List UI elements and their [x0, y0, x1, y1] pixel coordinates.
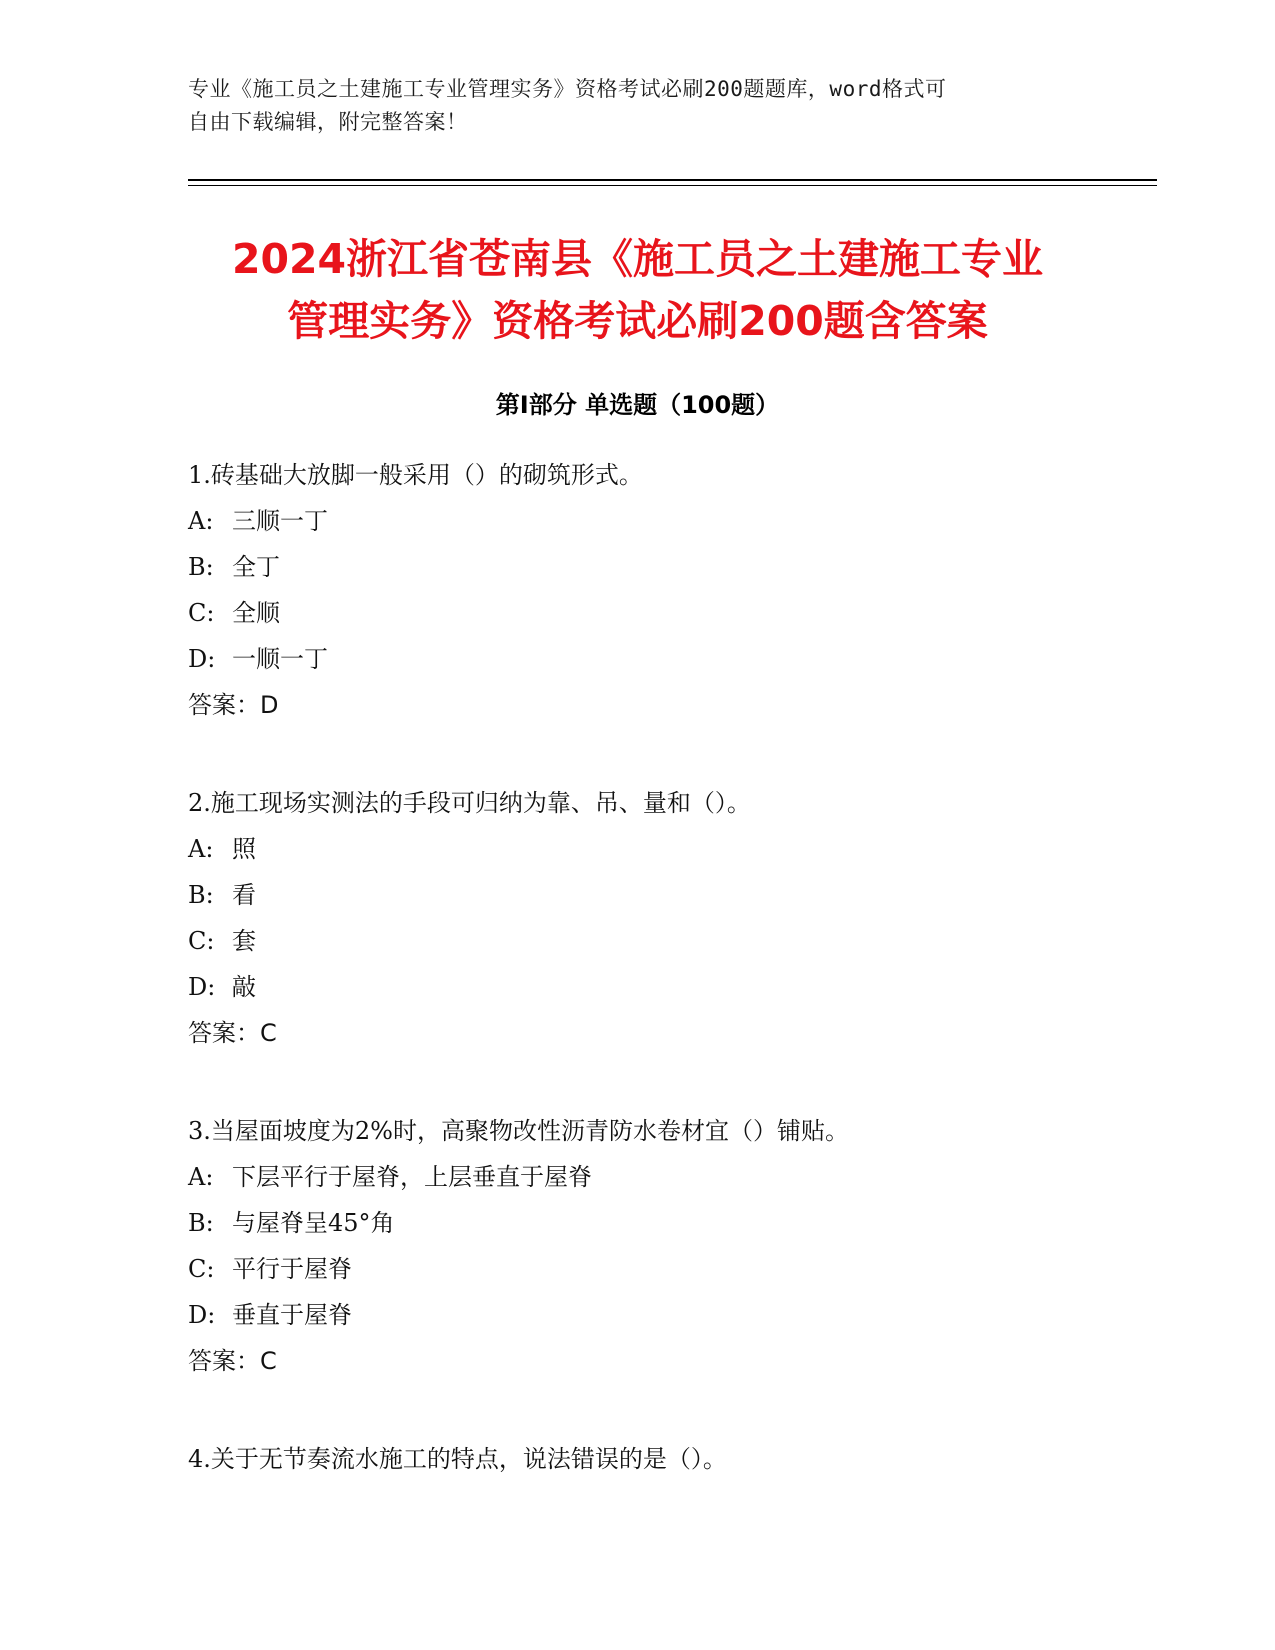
- document-title-line-1: 2024浙江省苍南县《施工员之土建施工专业: [231, 235, 1044, 283]
- option-a: [188, 826, 1188, 872]
- option-key: D:: [188, 973, 216, 1001]
- option-key: D:: [188, 645, 216, 673]
- header-note-line-2: 自由下载编辑，附完整答案！: [188, 110, 468, 134]
- option-b: [188, 544, 1188, 590]
- option-b: [188, 1200, 1188, 1246]
- document-title: [150, 228, 1125, 352]
- option-text: 平行于屋脊: [232, 1255, 352, 1283]
- option-key: C:: [188, 1255, 215, 1283]
- option-key: C:: [188, 599, 215, 627]
- question-1: [188, 452, 1188, 728]
- answer: 答案：C: [188, 1019, 277, 1047]
- option-a: [188, 498, 1188, 544]
- option-text: 套: [232, 927, 256, 955]
- option-text: 敲: [232, 973, 256, 1001]
- option-text: 下层平行于屋脊，上层垂直于屋脊: [232, 1163, 592, 1191]
- option-text: 一顺一丁: [232, 645, 328, 673]
- option-c: [188, 918, 1188, 964]
- option-c: [188, 1246, 1188, 1292]
- header-rule-thin: [188, 185, 1157, 186]
- header-rule-thick: [188, 179, 1157, 181]
- option-d: [188, 636, 1188, 682]
- option-key: B:: [188, 553, 214, 581]
- option-text: 垂直于屋脊: [232, 1301, 352, 1329]
- option-text: 看: [232, 881, 256, 909]
- option-key: D:: [188, 1301, 216, 1329]
- option-text: 照: [232, 835, 256, 863]
- question-stem: 2.施工现场实测法的手段可归纳为靠、吊、量和（）。: [188, 789, 751, 817]
- question-3: [188, 1108, 1188, 1384]
- option-c: [188, 590, 1188, 636]
- question-stem: 1.砖基础大放脚一般采用（）的砌筑形式。: [188, 461, 643, 489]
- header-note-line-1: 专业《施工员之土建施工专业管理实务》资格考试必刷200题题库，word格式可: [188, 77, 947, 101]
- option-key: A:: [188, 507, 214, 535]
- question-2: [188, 780, 1188, 1056]
- option-b: [188, 872, 1188, 918]
- option-text: 全丁: [232, 553, 280, 581]
- option-key: B:: [188, 1209, 214, 1237]
- option-d: [188, 964, 1188, 1010]
- option-key: B:: [188, 881, 214, 909]
- option-text: 全顺: [232, 599, 280, 627]
- option-text: 三顺一丁: [232, 507, 328, 535]
- option-a: [188, 1154, 1188, 1200]
- option-key: A:: [188, 1163, 214, 1191]
- option-key: C:: [188, 927, 215, 955]
- answer: 答案：C: [188, 1347, 277, 1375]
- option-text: 与屋脊呈45°角: [232, 1209, 395, 1237]
- option-d: [188, 1292, 1188, 1338]
- answer: 答案：D: [188, 691, 279, 719]
- document-title-line-2: 管理实务》资格考试必刷200题含答案: [287, 297, 988, 345]
- question-4: [188, 1436, 1188, 1482]
- question-stem: 4.关于无节奏流水施工的特点，说法错误的是（）。: [188, 1445, 727, 1473]
- option-key: A:: [188, 835, 214, 863]
- header-note: [188, 73, 1088, 139]
- question-stem: 3.当屋面坡度为2%时，高聚物改性沥青防水卷材宜（）铺贴。: [188, 1117, 849, 1145]
- section-heading: 第Ⅰ部分 单选题（100题）: [495, 391, 780, 419]
